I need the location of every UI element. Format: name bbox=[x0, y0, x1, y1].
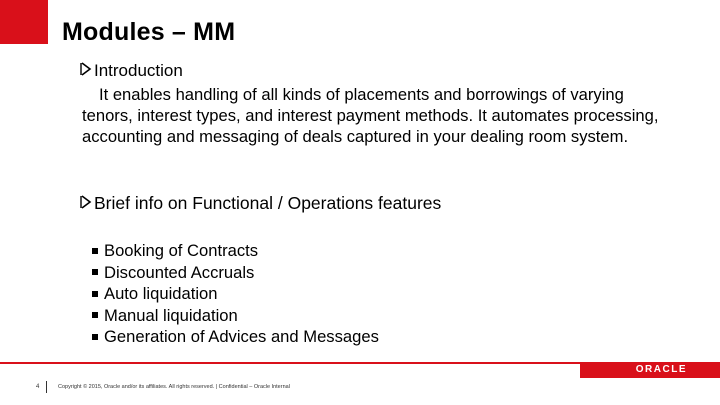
square-bullet-icon bbox=[92, 269, 98, 275]
copyright-notice: Copyright © 2015, Oracle and/or its affiliates. All rights reserved. | Confidential – Oracle Internal bbox=[58, 384, 290, 390]
arrow-bullet-icon bbox=[80, 193, 94, 214]
features-heading: Brief info on Functional / Operations features bbox=[94, 193, 442, 213]
page-number: 4 bbox=[36, 384, 40, 390]
list-item: Booking of Contracts bbox=[92, 240, 379, 262]
list-item: Auto liquidation bbox=[92, 283, 379, 305]
square-bullet-icon bbox=[92, 312, 98, 318]
arrow-bullet-icon bbox=[80, 61, 94, 81]
list-item: Generation of Advices and Messages bbox=[92, 326, 379, 348]
square-bullet-icon bbox=[92, 248, 98, 254]
title-accent-block bbox=[0, 0, 48, 44]
features-heading-item bbox=[80, 193, 441, 214]
page-number-separator bbox=[46, 381, 47, 393]
square-bullet-icon bbox=[92, 334, 98, 340]
intro-paragraph: It enables handling of all kinds of placements and borrowings of varying tenors, interest types, and interest payment methods. It automates processing, accounting and messaging of deals captured in your dealing room system. bbox=[82, 85, 659, 146]
list-item: Discounted Accruals bbox=[92, 262, 379, 284]
oracle-logo: ORACLE bbox=[635, 364, 687, 375]
list-item: Manual liquidation bbox=[92, 305, 379, 327]
features-list bbox=[92, 240, 379, 348]
square-bullet-icon bbox=[92, 291, 98, 297]
intro-heading: Introduction bbox=[94, 61, 183, 80]
intro-heading-item bbox=[80, 61, 183, 81]
slide-title: Modules – MM bbox=[62, 18, 236, 46]
